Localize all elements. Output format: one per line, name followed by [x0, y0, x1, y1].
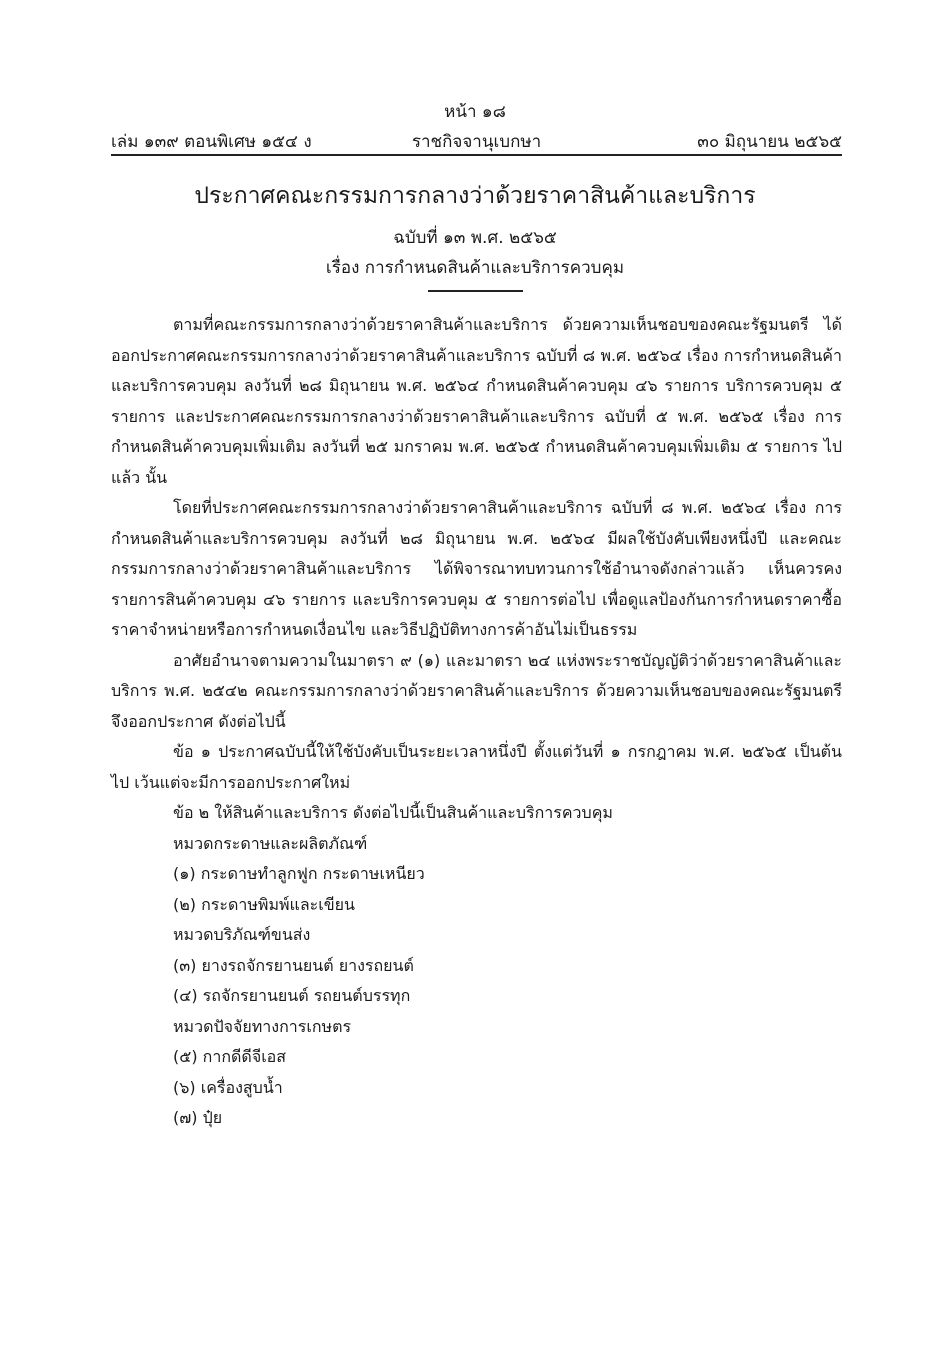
- category-heading: หมวดปัจจัยทางการเกษตร: [173, 1016, 352, 1036]
- publication-date: ๓๐ มิถุนายน ๒๕๖๕: [697, 132, 842, 152]
- paragraph-authority: อาศัยอำนาจตามความในมาตรา ๙ (๑) และมาตรา ๒๔ แห่งพระราชบัญญัติว่าด้วยราคาสินค้าและบริการ พ.ศ. ๒๕๔๒ คณะกรรมการกลางว่าด้วยราคาสินค้าและบริการ ด้วยความเห็นชอบของคณะรัฐมนตรี จึงออกประกาศ ดังต่อไปนี้: [111, 650, 842, 731]
- paragraph-reason: โดยที่ประกาศคณะกรรมการกลางว่าด้วยราคาสินค้าและบริการ ฉบับที่ ๘ พ.ศ. ๒๕๖๔ เรื่อง การกำหนดสินค้าและบริการควบคุม ลงวันที่ ๒๘ มิถุนายน พ.ศ. ๒๕๖๔ มีผลใช้บังคับเพียงหนึ่งปี และคณะกรรมการกลางว่าด้วยราคาสินค้าและบริการ ได้พิจารณาทบทวนการใช้อำนาจดังกล่าวแล้ว เห็นควรคงรายการสินค้าควบคุม ๔๖ รายการ และบริการควบคุม ๕ รายการต่อไป เพื่อดูแลป้องกันการกำหนดราคาซื้อ ราคาจำหน่ายหรือการกำหนดเงื่อนไข และวิธีปฏิบัติทางการค้าอันไม่เป็นธรรม: [111, 498, 842, 639]
- announcement-subject: เรื่อง การกำหนดสินค้าและบริการควบคุม: [325, 258, 625, 278]
- list-item: (๓) ยางรถจักรยานยนต์ ยางรถยนต์: [173, 955, 414, 975]
- category-heading: หมวดบริภัณฑ์ขนส่ง: [173, 925, 311, 944]
- category-heading: หมวดกระดาษและผลิตภัณฑ์: [173, 833, 368, 853]
- title-divider: [428, 290, 523, 292]
- list-item: (๒) กระดาษพิมพ์และเขียน: [173, 894, 355, 914]
- gazette-name: ราชกิจจานุเบกษา: [411, 132, 542, 152]
- volume-issue: เล่ม ๑๓๙ ตอนพิเศษ ๑๕๔ ง: [111, 132, 312, 152]
- list-item: (๕) กากดีดีจีเอส: [173, 1047, 287, 1066]
- gazette-header: [111, 128, 842, 152]
- list-item: (๖) เครื่องสูบน้ำ: [173, 1077, 283, 1097]
- list-item: (๑) กระดาษทำลูกฟูก กระดาษเหนียว: [173, 864, 425, 883]
- announcement-edition: ฉบับที่ ๑๓ พ.ศ. ๒๕๖๕: [393, 228, 557, 248]
- paragraph-preamble: ตามที่คณะกรรมการกลางว่าด้วยราคาสินค้าและบริการ ด้วยความเห็นชอบของคณะรัฐมนตรี ได้ออกประกาศคณะกรรมการกลางว่าด้วยราคาสินค้าและบริการ ฉบับที่ ๘ พ.ศ. ๒๕๖๔ เรื่อง การกำหนดสินค้าและบริการควบคุม ลงวันที่ ๒๘ มิถุนายน พ.ศ. ๒๕๖๔ กำหนดสินค้าควบคุม ๔๖ รายการ บริการควบคุม ๕ รายการ และประกาศคณะกรรมการกลางว่าด้วยราคาสินค้าและบริการ ฉบับที่ ๕ พ.ศ. ๒๕๖๕ เรื่อง การกำหนดสินค้าควบคุมเพิ่มเติม ลงวันที่ ๒๕ มกราคม พ.ศ. ๒๕๖๕ กำหนดสินค้าควบคุมเพิ่มเติม ๕ รายการ ไปแล้ว นั้น: [111, 315, 843, 487]
- announcement-body: [111, 310, 842, 1134]
- announcement-title: ประกาศคณะกรรมการกลางว่าด้วยราคาสินค้าและบริการ: [194, 183, 756, 209]
- header-divider: [111, 154, 842, 156]
- list-item: (๗) ปุ๋ย: [173, 1108, 223, 1127]
- page-number: หน้า ๑๘: [444, 102, 506, 122]
- clause-2: ข้อ ๒ ให้สินค้าและบริการ ดังต่อไปนี้เป็นสินค้าและบริการควบคุม: [173, 803, 613, 822]
- list-item: (๔) รถจักรยานยนต์ รถยนต์บรรทุก: [173, 986, 411, 1005]
- clause-1: ข้อ ๑ ประกาศฉบับนี้ให้ใช้บังคับเป็นระยะเวลาหนึ่งปี ตั้งแต่วันที่ ๑ กรกฎาคม พ.ศ. ๒๕๖๕ เป็นต้นไป เว้นแต่จะมีการออกประกาศใหม่: [111, 742, 842, 792]
